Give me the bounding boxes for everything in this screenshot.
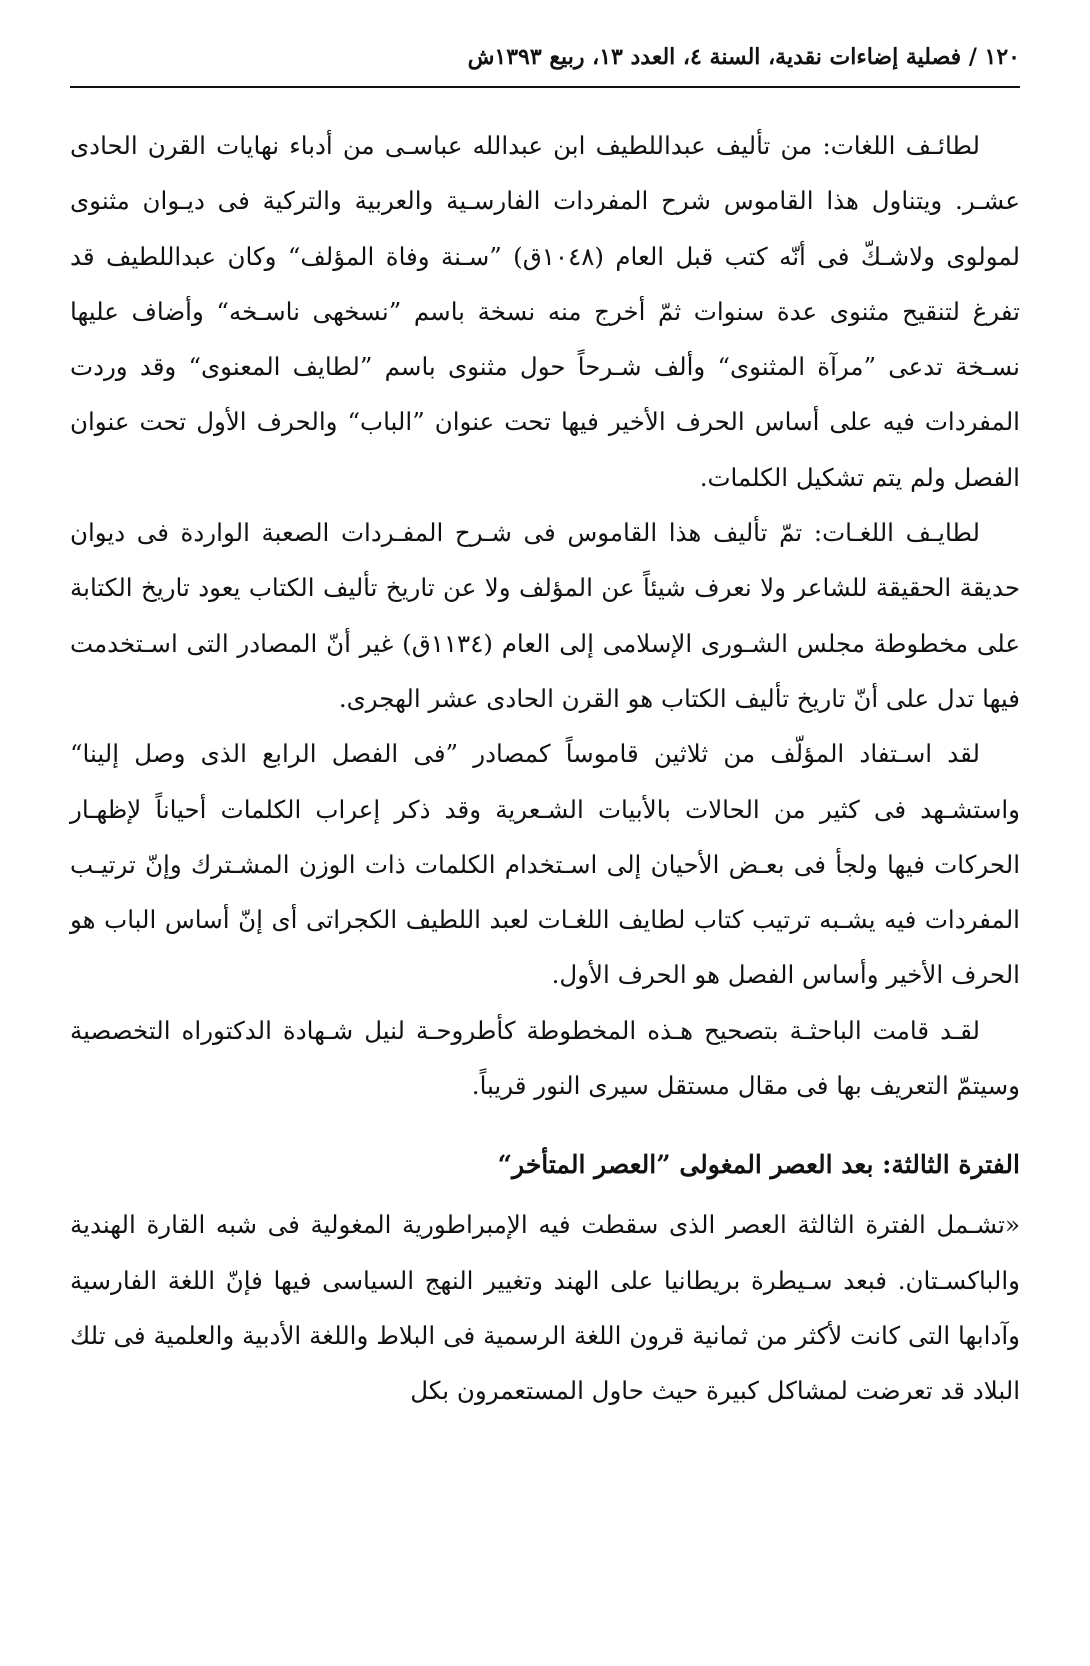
paragraph-lataif-lughat-hadiqa: لطايـف اللغـات: تمّ تأليف هذا القاموس فى شـرح المفـردات الصعبة الواردة فى ديوان حديقة الحقيقة للشاعر ولا نعرف شيئاً عن المؤلف ولا عن تاريخ تأليف الكتاب يعود تاريخ الكتابة على مخطوطة مجلس الشـورى الإسلامى إلى العام (١١٣٤ق) غير أنّ المصادر التى اسـتخدمت فيها تدل على أنّ تاريخ تأليف الكتاب هو القرن الحادى عشر الهجرى.	[70, 518, 1021, 713]
body-text	[70, 118, 1020, 1419]
section-heading: الفترة الثالثة: بعد العصر المغولى ”العصر المتأخر“	[497, 1150, 1020, 1180]
paragraph-sources: لقد اسـتفاد المؤلّف من ثلاثين قاموساً كمصادر ”فى الفصل الرابع الذى وصل إلينا“ واستشـهد فى كثير من الحالات بالأبيات الشـعرية وقد ذكر إعراب الكلمات أحياناً لإظهـار الحركات فيها ولجأ فى بعـض الأحيان إلى اسـتخدام الكلمات ذات الوزن المشـترك وإنّ ترتيـب المفردات فيه يشـبه ترتيب كتاب لطايف اللغـات لعبد اللطيف الكجراتى أى إنّ أساس الباب هو الحرف الأخير وأساس الفصل هو الحرف الأول.	[70, 739, 1020, 990]
paragraph-lataif-lughat-abbasi: لطائـف اللغات: من تأليف عبداللطيف ابن عبدالله عباسـى من أدباء نهايات القرن الحادى عشـر. ويتناول هذا القاموس شرح المفردات الفارسـية والعربية والتركية فى ديـوان مثنوى لمولوى ولاشـكّ فى أنّه كتب قبل العام (١٠٤٨ق) ”سـنة وفاة المؤلف“ وكان عبداللطيف قد تفرغ لتنقيح مثنوى عدة سنوات ثمّ أخرج منه نسخة باسم ”نسخهى ناسـخه“ وأضاف عليها نسـخة تدعى ”مرآة المثنوى“ وألف شـرحاً حول مثنوى باسم ”لطايف المعنوى“ وقد وردت المفردات فيه على أساس الحرف الأخير فيها تحت عنوان ”الباب“ والحرف الأول تحت عنوان الفصل ولم يتم تشكيل الكلمات.	[70, 131, 1020, 492]
paragraph-researcher: لقـد قامت الباحثـة بتصحيح هـذه المخطوطة كأطروحـة لنيل شـهادة الدكتوراه التخصصية وسيتمّ التعريف بها فى مقال مستقل سيرى النور قريباً.	[70, 1015, 1020, 1101]
running-header: ١٢٠ / فصلية إضاءات نقدية، السنة ٤، العدد ١٣، ربيع ١٣٩٣ش	[467, 44, 1020, 70]
header-divider	[70, 86, 1020, 88]
paragraph-third-period: «تشـمل الفترة الثالثة العصر الذى سقطت فيه الإمبراطورية المغولية فى شبه القارة الهندية والباكسـتان. فبعد سـيطرة بريطانيا على الهند وتغيير النهج السياسى فيها فإنّ اللغة الفارسية وآدابها التى كانت لأكثر من ثمانية قرون اللغة الرسمية فى البلاط واللغة الأدبية والعلمية فى تلك البلاد قد تعرضت لمشاكل كبيرة حيث حاول المستعمرون بكل	[70, 1210, 1020, 1406]
